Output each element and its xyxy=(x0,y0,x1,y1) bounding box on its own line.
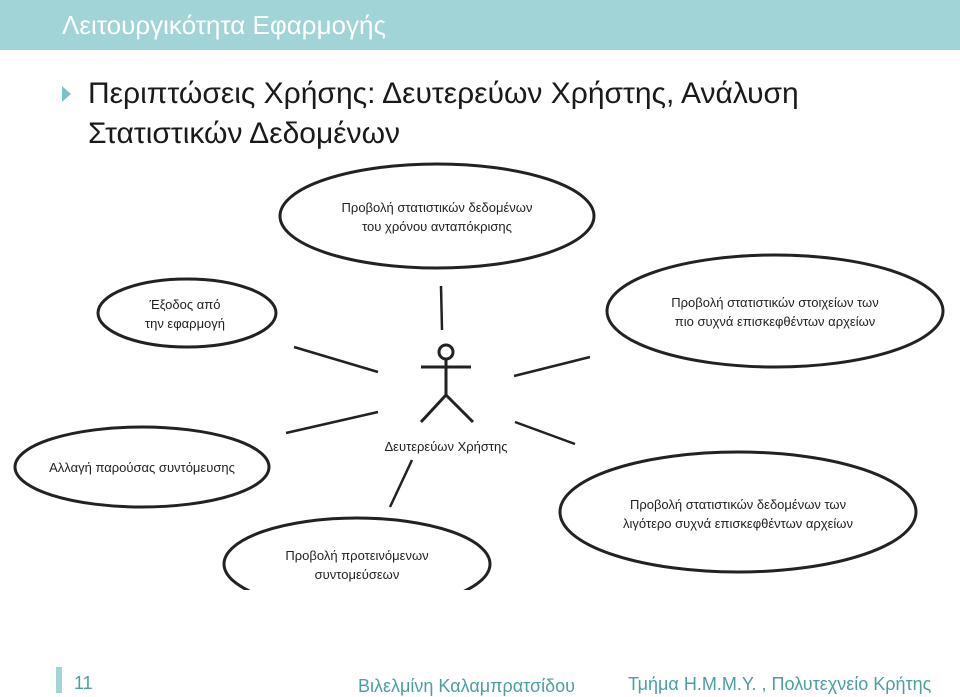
actor-label: Δευτερεύων Χρήστης xyxy=(384,439,508,454)
association-line xyxy=(514,357,590,376)
actor-figure-icon xyxy=(421,345,473,422)
footer-department: Τμήμα Η.Μ.Μ.Υ. , Πολυτεχνείο Κρήτης xyxy=(628,674,932,694)
use-case-label: συντομεύσεων xyxy=(314,567,400,582)
association-line xyxy=(286,412,378,433)
footer-author: Βιλελμίνη Καλαμπρατσίδου xyxy=(358,676,576,696)
bullet-text: Περιπτώσεις Χρήσης: Δευτερεύων Χρήστης, Ανάλυση Στατιστικών Δεδομένων xyxy=(88,77,799,150)
use-case-label: Προβολή στατιστικών δεδομένων xyxy=(341,200,533,215)
association-line xyxy=(441,286,442,330)
page-number: 11 xyxy=(74,673,93,693)
use-case-label: Έξοδος από xyxy=(149,297,221,312)
use-case-label: Αλλαγή παρούσας συντόμευσης xyxy=(49,460,235,475)
footer-accent-bar xyxy=(56,667,62,693)
use-case-diagram xyxy=(0,150,960,590)
bullet-arrow-icon xyxy=(62,86,71,102)
association-line xyxy=(515,422,575,444)
association-line xyxy=(294,347,378,372)
title-bar xyxy=(0,0,960,50)
use-case-most-visited xyxy=(607,255,943,367)
use-case-label: λιγότερο συχνά επισκεφθέντων αρχείων xyxy=(623,516,853,531)
use-case-label: Προβολή στατιστικών δεδομένων των xyxy=(629,497,847,512)
association-line xyxy=(390,460,412,507)
use-case-response-time xyxy=(280,164,594,268)
use-case-label: Προβολή στατιστικών στοιχείων των xyxy=(671,295,879,310)
use-case-label: πιο συχνά επισκεφθέντων αρχείων xyxy=(674,314,876,329)
use-case-label: την εφαρμογή xyxy=(144,316,226,331)
use-case-least-visited xyxy=(560,452,916,572)
slide-title: Λειτουργικότητα Εφαρμογής xyxy=(62,10,386,40)
use-case-label: του χρόνου ανταπόκρισης xyxy=(362,219,512,234)
use-case-exit-app xyxy=(98,279,276,347)
use-case-label: Προβολή προτεινόμενων xyxy=(285,548,429,563)
